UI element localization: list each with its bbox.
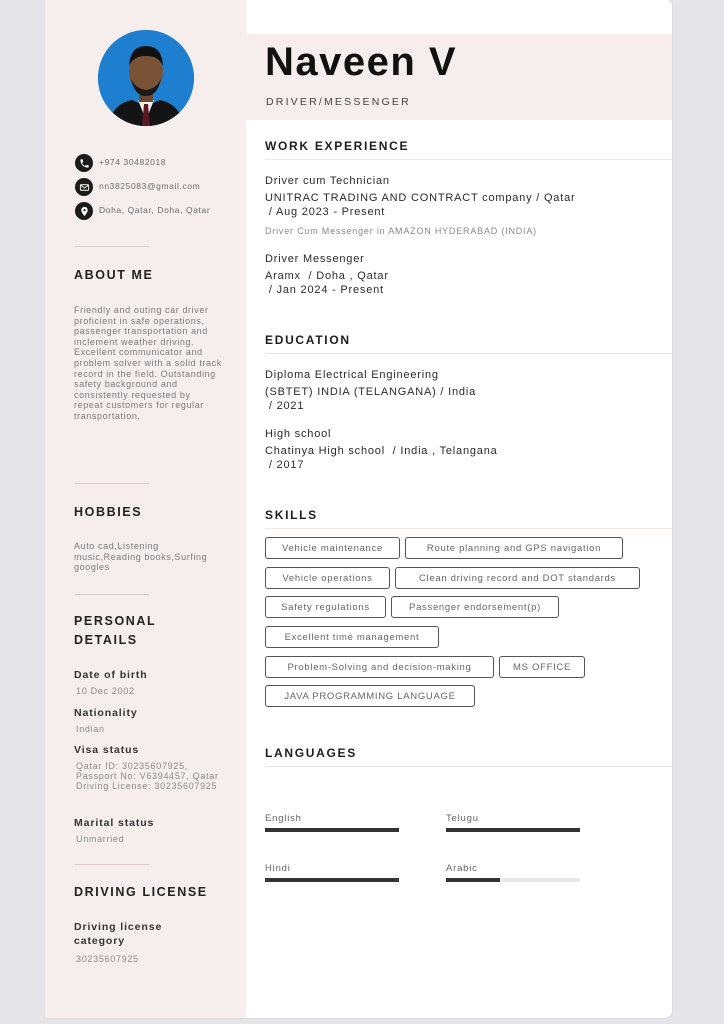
address-text: Doha, Qatar, Doha, Qatar [99, 205, 211, 215]
hobbies-title: HOBBIES [74, 505, 143, 519]
education-school: (SBTET) INDIA (TELANGANA) / India [265, 386, 476, 398]
education-year: / 2017 [265, 459, 305, 471]
contact-address [75, 202, 211, 220]
skill-chip: Vehicle maintenance [265, 537, 400, 559]
education-school: Chatinya High school / India , Telangana [265, 445, 498, 457]
nationality-value: Indian [76, 724, 105, 734]
candidate-role: DRIVER/MESSENGER [266, 96, 411, 108]
skill-chip: Vehicle operations [265, 567, 390, 589]
job-dates: / Jan 2024 - Present [265, 284, 384, 296]
language-bar-fill [446, 828, 580, 832]
language-bar-fill [265, 878, 399, 882]
about-title: ABOUT ME [74, 268, 154, 282]
contact-phone [75, 154, 217, 172]
sidebar-divider [75, 864, 149, 865]
education-degree: High school [265, 428, 332, 440]
skill-chip: JAVA PROGRAMMING LANGUAGE [265, 685, 475, 707]
language-bar [446, 828, 580, 832]
skill-chip: Problem-Solving and decision-making [265, 656, 494, 678]
section-divider [265, 353, 672, 354]
education-title: EDUCATION [265, 333, 351, 347]
phone-number: +974 30482018 [99, 157, 167, 167]
resume-page [45, 0, 672, 1018]
job-position: Driver cum Technician [265, 175, 390, 187]
visa-label: Visa status [74, 744, 140, 756]
language-bar-fill [446, 878, 500, 882]
driving-category-value: 30235607925 [76, 954, 139, 964]
section-divider [265, 766, 672, 767]
work-experience-title: WORK EXPERIENCE [265, 139, 410, 153]
skill-chip: Passenger endorsement(p) [391, 596, 559, 618]
candidate-name: Naveen V [265, 40, 458, 84]
location-pin-icon [75, 202, 93, 220]
job-position: Driver Messenger [265, 253, 365, 265]
dob-value: 10 Dec 2002 [76, 686, 135, 696]
language-name: Telugu [446, 813, 479, 824]
contact-email [75, 178, 217, 196]
skill-chip: MS OFFICE [499, 656, 585, 678]
language-bar-fill [265, 828, 399, 832]
resume-main [246, 0, 672, 1018]
skill-chip: Safety regulations [265, 596, 386, 618]
skill-chip: Excellent time management [265, 626, 439, 648]
driving-category-label: Driving license category [74, 921, 163, 947]
language-name: Hindi [265, 863, 291, 874]
sidebar-divider [75, 594, 149, 595]
skill-chip: Clean driving record and DOT standards [395, 567, 640, 589]
language-bar [265, 828, 399, 832]
email-address: nn3825083@gmail.com [99, 181, 201, 191]
phone-icon [75, 154, 93, 172]
email-icon [75, 178, 93, 196]
sidebar-divider [75, 246, 149, 247]
language-name: English [265, 813, 302, 824]
language-name: Arabic [446, 863, 478, 874]
section-divider [265, 159, 672, 160]
education-degree: Diploma Electrical Engineering [265, 369, 439, 381]
driving-license-title: DRIVING LICENSE [74, 885, 208, 899]
personal-title-line2: DETAILS [74, 633, 138, 647]
hobbies-text: Auto cad,Listening music,Reading books,Surfing googles [74, 541, 208, 573]
nationality-label: Nationality [74, 707, 138, 719]
visa-value: Qatar ID: 30235607925, Passport No: V6394457, Qatar Driving License: 30235607925 [76, 761, 219, 791]
about-text: Friendly and outing car driver proficient in safe operations, passenger transportation and inclement weather driving. Excellent communicator and problem solver with a solid track record in the field. Outstanding safety background and consistently requested by repeat customers for regular transportation. [74, 305, 222, 421]
job-company: Aramx / Doha , Qatar [265, 270, 389, 282]
sidebar-divider [75, 483, 149, 484]
job-note: Driver Cum Messenger in AMAZON HYDERABAD (INDIA) [265, 226, 537, 236]
profile-photo-image [98, 30, 194, 126]
skill-chip: Route planning and GPS navigation [405, 537, 623, 559]
language-bar [446, 878, 580, 882]
skills-title: SKILLS [265, 508, 318, 522]
job-dates: / Aug 2023 - Present [265, 206, 386, 218]
languages-title: LANGUAGES [265, 746, 357, 760]
personal-title-line1: PERSONAL [74, 614, 157, 628]
job-company: UNITRAC TRADING AND CONTRACT company / Qatar [265, 192, 576, 204]
profile-photo [98, 30, 194, 126]
resume-sidebar [45, 0, 246, 1018]
marital-label: Marital status [74, 817, 155, 829]
education-year: / 2021 [265, 400, 305, 412]
dob-label: Date of birth [74, 669, 148, 681]
marital-value: Unmarried [76, 834, 125, 844]
language-bar [265, 878, 399, 882]
section-divider [265, 528, 672, 529]
